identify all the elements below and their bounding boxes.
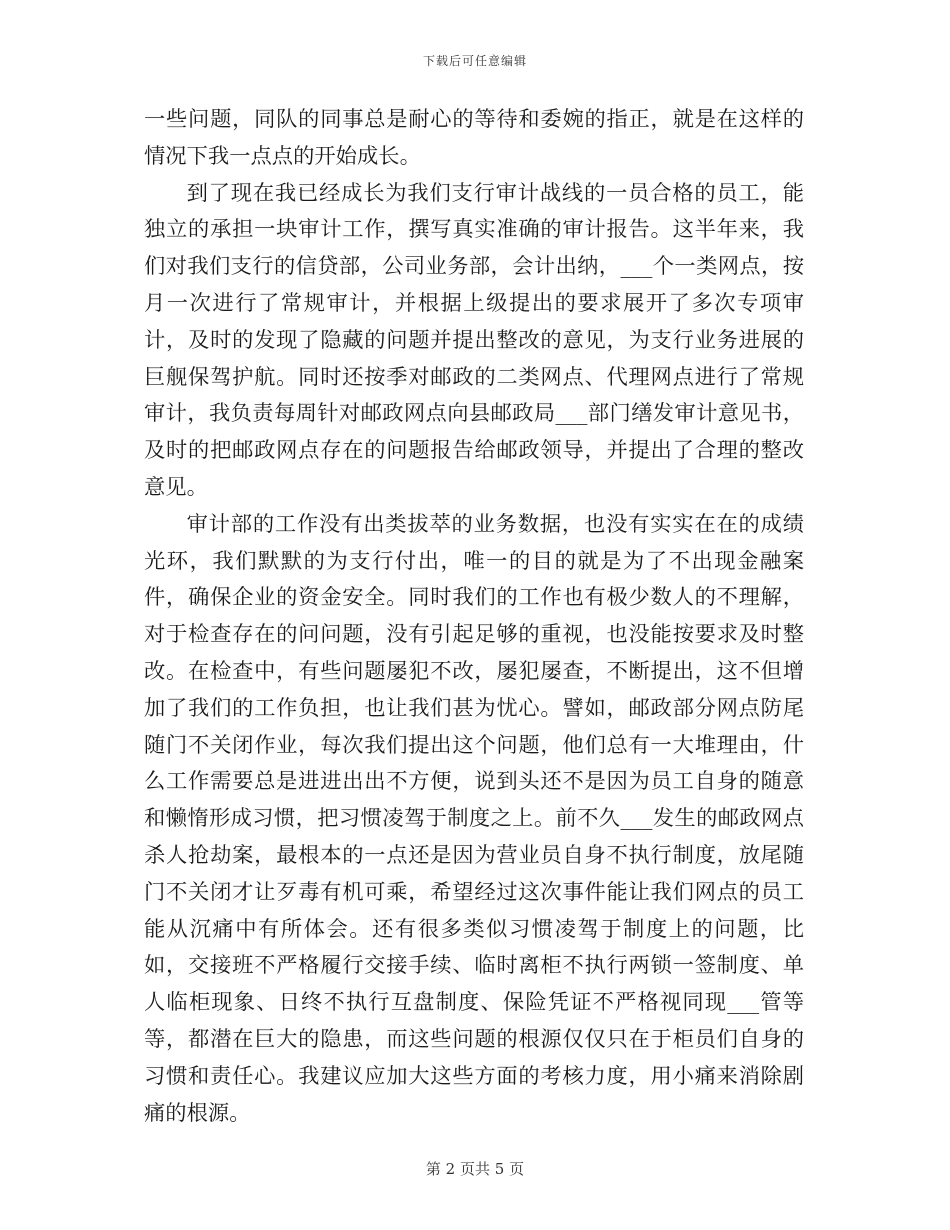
page-header: 下载后可任意编辑 [422, 54, 527, 68]
page-footer: 第 2 页共 5 页 [425, 1160, 525, 1178]
document-body [144, 102, 804, 1132]
paragraph-2: 到了现在我已经成长为我们支行审计战线的一员合格的员工，能独立的承担一块审计工作，撰写真实准确的审计报告。这半年来，我们对我们支行的信贷部，公司业务部，会计出纳，___个一类网点，按月一次进行了常规审计，并根据上级提出的要求展开了多次专项审计，及时的发现了隐藏的问题并提出整改的意见，为支行业务进展的巨舰保驾护航。同时还按季对邮政的二类网点、代理网点进行了常规审计，我负责每周针对邮政网点向县邮政局___部门缮发审计意见书，及时的把邮政网点存在的问题报告给邮政领导，并提出了合理的整改意见。 [144, 180, 804, 500]
paragraph-3: 审计部的工作没有出类拔萃的业务数据，也没有实实在在的成绩光环，我们默默的为支行付出，唯一的目的就是为了不出现金融案件，确保企业的资金安全。同时我们的工作也有极少数人的不理解，对于检查存在的问问题，没有引起足够的重视，也没能按要求及时整改。在检查中，有些问题屡犯不改，屡犯屡查，不断提出，这不但增加了我们的工作负担，也让我们甚为忧心。譬如，邮政部分网点防尾随门不关闭作业，每次我们提出这个问题，他们总有一大堆理由，什么工作需要总是进进出出不方便，说到头还不是因为员工自身的随意和懒惰形成习惯，把习惯凌驾于制度之上。前不久___发生的邮政网点杀人抢劫案，最根本的一点还是因为营业员自身不执行制度，放尾随门不关闭才让歹毒有机可乘，希望经过这次事件能让我们网点的员工能从沉痛中有所体会。还有很多类似习惯凌驾于制度上的问题，比如，交接班不严格履行交接手续、临时离柜不执行两锁一签制度、单人临柜现象、日终不执行互盘制度、保险凭证不严格视同现___管等等，都潜在巨大的隐患，而这些问题的根源仅仅只在于柜员们自身的习惯和责任心。我建议应加大这些方面的考核力度，用小痛来消除剧痛的根源。 [144, 511, 804, 1126]
paragraph-1: 一些问题，同队的同事总是耐心的等待和委婉的指正，就是在这样的情况下我一点点的开始成长。 [144, 107, 804, 169]
